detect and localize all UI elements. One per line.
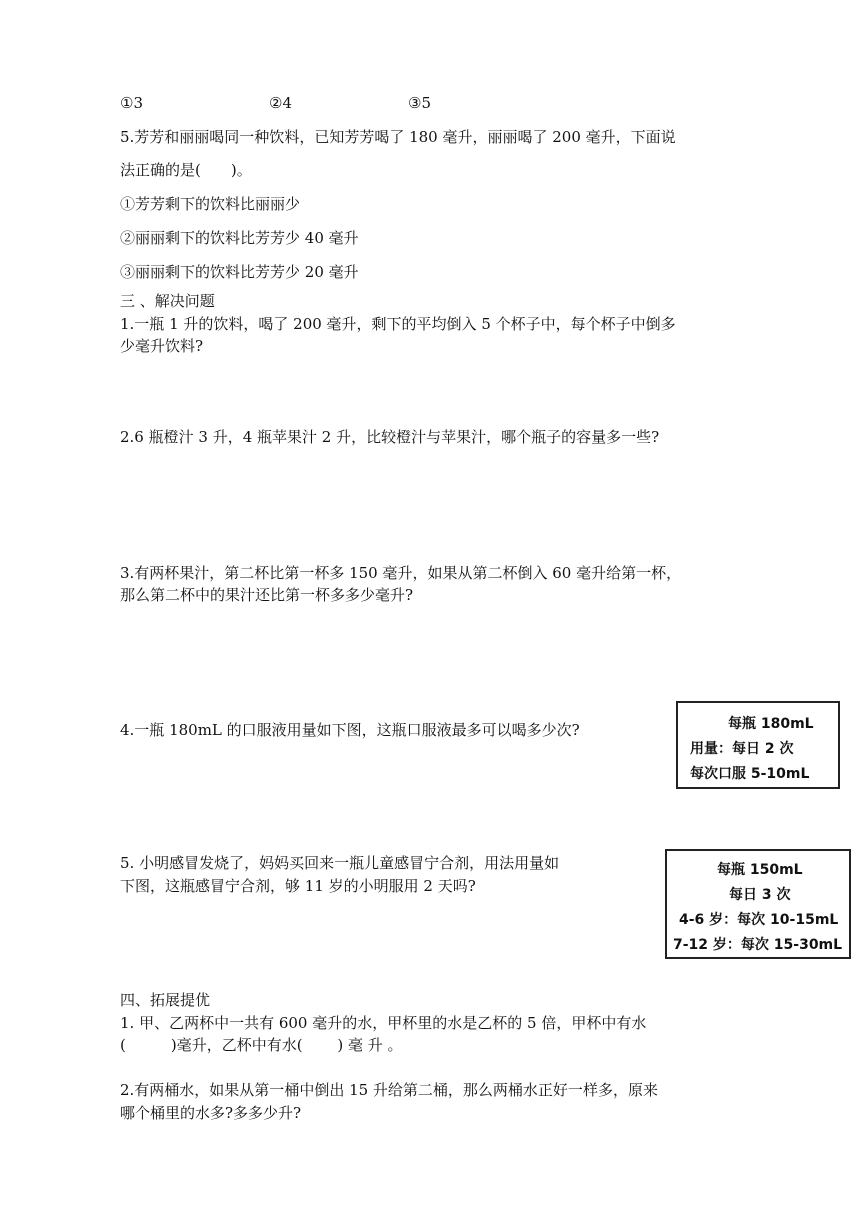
s4-problem2-line2: 哪个桶里的水多?多多少升? <box>120 1104 302 1122</box>
q4-option-c: ③5 <box>408 94 431 112</box>
s3-problem1-line2: 少毫升饮料? <box>120 337 204 355</box>
label1-line3: 每次口服 5-10mL <box>690 766 810 782</box>
s4-problem1-line2: ( )毫升，乙杯中有水( ) 毫 升 。 <box>120 1036 403 1054</box>
q5-stem-line1: 5.芳芳和丽丽喝同一种饮料，已知芳芳喝了 180 毫升，丽丽喝了 200 毫升，下面说 <box>120 128 676 146</box>
label1-line1: 每瓶 180mL <box>728 716 814 732</box>
section3-heading: 三 、解决问题 <box>120 292 215 310</box>
s3-problem4: 4.一瓶 180mL 的口服液用量如下图，这瓶口服液最多可以喝多少次? <box>120 721 580 739</box>
s4-problem2-line1: 2.有两桶水，如果从第一桶中倒出 15 升给第二桶，那么两桶水正好一样多，原来 <box>120 1081 658 1099</box>
label2-line1: 每瓶 150mL <box>717 862 803 878</box>
q4-option-a: ①3 <box>120 94 143 112</box>
q5-option-2: ②丽丽剩下的饮料比芳芳少 40 毫升 <box>120 229 359 247</box>
q5-stem-line2: 法正确的是( )。 <box>120 161 252 179</box>
s3-problem5-line1: 5. 小明感冒发烧了，妈妈买回来一瓶儿童感冒宁合剂，用法用量如 <box>120 854 560 872</box>
q4-option-b: ②4 <box>269 94 292 112</box>
dosage-label-150ml <box>665 849 851 959</box>
label2-line3: 4-6 岁：每次 10-15mL <box>679 912 839 928</box>
label2-line4: 7-12 岁：每次 15-30mL <box>673 937 843 953</box>
q5-option-1: ①芳芳剩下的饮料比丽丽少 <box>120 195 301 213</box>
s4-problem1-line1: 1. 甲、乙两杯中一共有 600 毫升的水，甲杯里的水是乙杯的 5 倍，甲杯中有水 <box>120 1014 647 1032</box>
label1-line2: 用量：每日 2 次 <box>690 741 794 757</box>
s3-problem5-line2: 下图，这瓶感冒宁合剂，够 11 岁的小明服用 2 天吗? <box>120 877 476 895</box>
label2-line2: 每日 3 次 <box>729 887 791 903</box>
s3-problem2: 2.6 瓶橙汁 3 升，4 瓶苹果汁 2 升，比较橙汁与苹果汁，哪个瓶子的容量多一些? <box>120 428 660 446</box>
s3-problem3-line1: 3.有两杯果汁，第二杯比第一杯多 150 毫升，如果从第二杯倒入 60 毫升给第一杯， <box>120 564 682 582</box>
s3-problem3-line2: 那么第二杯中的果汁还比第一杯多多少毫升? <box>120 586 414 604</box>
section4-heading: 四、拓展提优 <box>120 991 211 1009</box>
s3-problem1-line1: 1.一瓶 1 升的饮料，喝了 200 毫升，剩下的平均倒入 5 个杯子中，每个杯子中倒多 <box>120 315 676 333</box>
q5-option-3: ③丽丽剩下的饮料比芳芳少 20 毫升 <box>120 263 359 281</box>
dosage-label-180ml <box>676 701 840 789</box>
